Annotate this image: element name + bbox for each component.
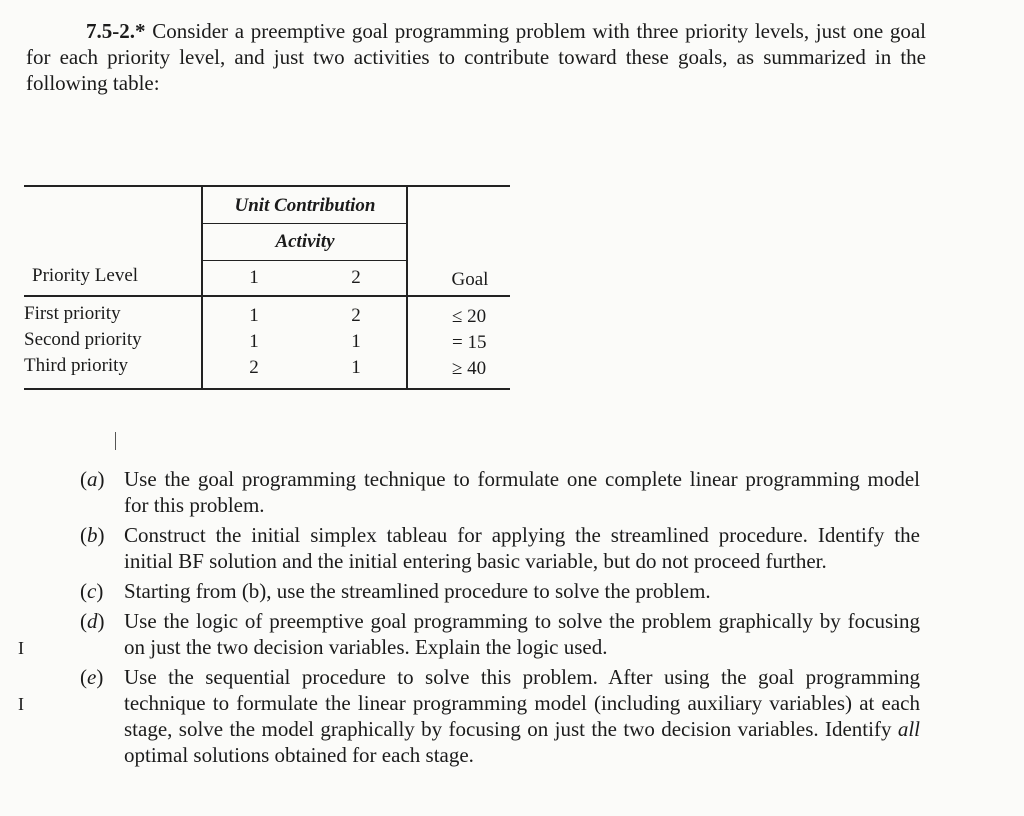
part-a: (a) Use the goal programming technique to formulate one complete linear programming model for this problem. xyxy=(80,467,920,517)
margin-mark: I xyxy=(18,694,24,714)
activity-2-header: 2 xyxy=(351,267,361,288)
table-cell-goal: ≤ 20 xyxy=(452,306,487,327)
part-label: e xyxy=(87,665,97,689)
part-label: d xyxy=(87,609,98,633)
part-text: Use the goal programming technique to formulate one complete linear programming model for this problem. xyxy=(124,467,920,517)
table-cell-a1: 1 xyxy=(249,305,259,326)
table-row-level: Third priority xyxy=(24,355,128,376)
part-d: (d) Use the logic of preemptive goal programming to solve the problem graphically by focusing on just the two decision variables. Explain the logic used. xyxy=(80,609,920,659)
table-cell-a2: 1 xyxy=(351,357,361,378)
margin-mark: I xyxy=(18,638,24,658)
goal-table xyxy=(24,185,510,395)
unit-contribution-header: Unit Contribution xyxy=(234,195,376,216)
part-c: (c) Starting from (b), use the streamlined procedure to solve the problem. xyxy=(80,579,711,603)
part-text: Use the logic of preemptive goal programming to solve the problem graphically by focusing on just the two decision variables. Explain the logic used. xyxy=(124,609,920,659)
activity-header: Activity xyxy=(275,231,335,252)
priority-level-header: Priority Level xyxy=(32,265,139,286)
part-text: Use the sequential procedure to solve this problem. After using the goal programming technique to formulate the linear programming model (including auxiliary variables) at each stage, solve the model graphically by focusing on just the two decision variables. Identify xyxy=(124,665,920,741)
part-text: Starting from (b), use the streamlined procedure to solve the problem. xyxy=(124,579,711,603)
table-row-level: Second priority xyxy=(24,329,142,350)
problem-statement xyxy=(26,18,926,96)
table-cell-a1: 1 xyxy=(249,331,259,352)
table-cell-goal: ≥ 40 xyxy=(452,358,487,379)
table-cell-goal: = 15 xyxy=(452,332,487,353)
part-text: optimal solutions obtained for each stage. xyxy=(124,743,474,767)
part-label: c xyxy=(87,579,97,603)
problem-intro-text: Consider a preemptive goal programming problem with three priority levels, just one goal for each priority level, and just two activities to contribute toward these goals, as summarized in the following table: xyxy=(26,19,926,95)
problem-parts xyxy=(80,466,920,772)
part-b: (b) Construct the initial simplex tableau for applying the streamlined procedure. Identify the initial BF solution and the initial entering basic variable, but do not proceed further. xyxy=(80,523,920,573)
table-cell-a2: 2 xyxy=(351,305,361,326)
part-emphasis: all xyxy=(897,717,920,741)
goal-header: Goal xyxy=(451,269,489,290)
activity-1-header: 1 xyxy=(249,267,259,288)
part-label: b xyxy=(87,523,98,547)
part-text: Construct the initial simplex tableau for applying the streamlined procedure. Identify the initial BF solution and the initial entering basic variable, but do not proceed further. xyxy=(124,523,920,573)
problem-number: 7.5-2.* xyxy=(86,19,146,43)
pen-mark xyxy=(115,432,116,450)
table-row-level: First priority xyxy=(24,303,121,324)
table-cell-a1: 2 xyxy=(249,357,259,378)
part-label: a xyxy=(87,467,98,491)
part-e: (e) Use the sequential procedure to solve this problem. After using the goal programming technique to formulate the linear programming model (including auxiliary variables) at each stage, solve the model graphically by focusing on just the two decision variables. Identify all optimal solutions obtained for each stage. xyxy=(80,665,920,767)
table-cell-a2: 1 xyxy=(351,331,361,352)
